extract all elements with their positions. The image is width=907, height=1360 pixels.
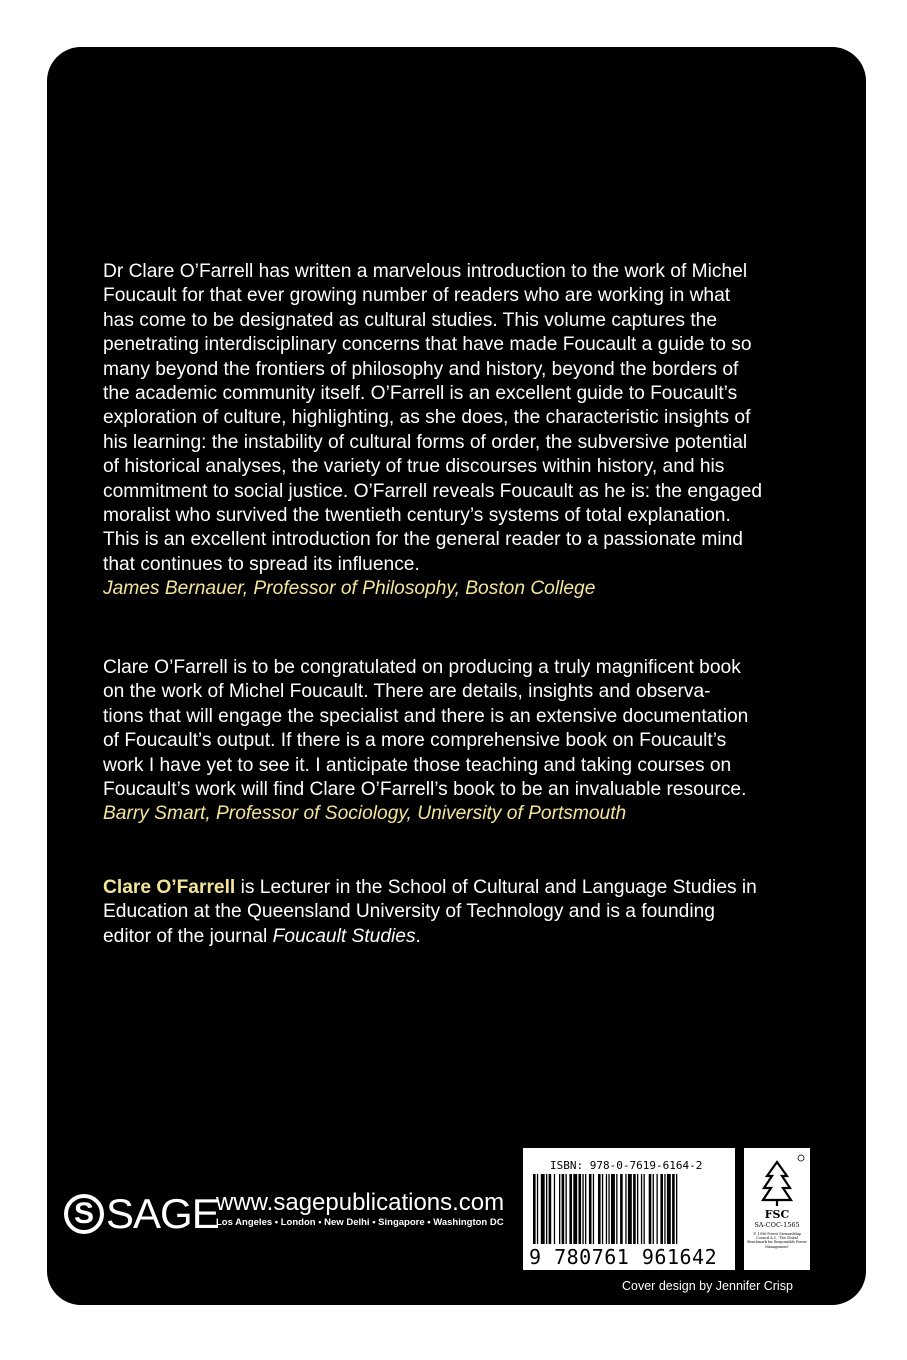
review-line: Foucault for that ever growing number of readers who are working in what: [103, 285, 731, 307]
sage-s-icon: S: [64, 1194, 104, 1234]
publisher-info: [216, 1190, 504, 1228]
review-line: penetrating interdisciplinary concerns that have made Foucault a guide to so: [103, 334, 752, 356]
review-smart: [103, 656, 833, 827]
fsc-fine-print: © 1996 Forest Stewardship Council A.C. 'The Global Benchmark for Responsible Forest Management': [747, 1232, 807, 1249]
author-bio: [103, 876, 833, 949]
bio-text: is Lecturer in the School of Cultural and Language Studies in: [235, 877, 757, 898]
review-line: This is an excellent introduction for the general reader to a passionate mind: [103, 529, 743, 551]
review-line: exploration of culture, highlighting, as she does, the characteristic insights of: [103, 407, 751, 429]
isbn-barcode: [523, 1148, 735, 1270]
fsc-label: FSC: [764, 1208, 790, 1220]
review-attribution: James Bernauer, Professor of Philosophy, Boston College: [103, 578, 596, 600]
journal-title: Foucault Studies: [272, 925, 416, 947]
fsc-tree-icon: [744, 1148, 810, 1220]
bio-line: [103, 876, 833, 900]
publisher-url[interactable]: www.sagepublications.com: [216, 1189, 505, 1216]
review-line: Clare O’Farrell is to be congratulated on producing a truly magnificent book: [103, 657, 741, 678]
review-line: Dr Clare O’Farrell has written a marvelous introduction to the work of Michel: [103, 261, 748, 282]
review-line: his learning: the instability of cultural forms of order, the subversive potential: [103, 431, 748, 453]
bio-line: [103, 925, 833, 949]
bio-text: .: [415, 925, 421, 947]
sage-logo: [64, 1190, 219, 1238]
review-line: tions that will engage the specialist and there is an extensive documentation: [103, 705, 749, 727]
review-line: that continues to spread its influence.: [103, 553, 420, 575]
review-line: of Foucault’s output. If there is a more comprehensive book on Foucault’s: [103, 730, 727, 752]
review-line: many beyond the frontiers of philosophy and history, beyond the borders of: [103, 358, 739, 380]
author-name: Clare O’Farrell: [103, 877, 236, 898]
review-bernauer: [103, 260, 833, 602]
review-line: commitment to social justice. O’Farrell reveals Foucault as he is: the engaged: [103, 480, 763, 502]
barcode-bars-icon: [533, 1174, 725, 1246]
review-attribution: Barry Smart, Professor of Sociology, University of Portsmouth: [103, 803, 627, 825]
publisher-cities: Los Angeles • London • New Delhi • Singapore • Washington DC: [216, 1217, 504, 1228]
review-line: the academic community itself. O’Farrell is an excellent guide to Foucault’s: [103, 383, 738, 405]
cover-credit: Cover design by Jennifer Crisp: [622, 1279, 793, 1293]
isbn-label: ISBN: 978-0-7619-6164-2: [550, 1159, 703, 1172]
bio-text: editor of the journal: [103, 925, 273, 947]
review-line: on the work of Michel Foucault. There are details, insights and observa-: [103, 681, 711, 703]
fsc-code: SA-COC-1565: [754, 1221, 800, 1229]
review-line: has come to be designated as cultural studies. This volume captures the: [103, 309, 717, 331]
review-line: moralist who survived the twentieth century’s systems of total explanation.: [103, 505, 731, 527]
fsc-certification: [744, 1148, 810, 1270]
bio-line: Education at the Queensland University of Technology and is a founding: [103, 901, 715, 923]
review-line: work I have yet to see it. I anticipate those teaching and taking courses on: [103, 754, 732, 776]
isbn-digits: 9 780761 961642: [529, 1245, 718, 1269]
review-line: Foucault’s work will find Clare O’Farrell’s book to be an invaluable resource.: [103, 779, 747, 801]
review-line: of historical analyses, the variety of true discourses within history, and his: [103, 456, 725, 478]
sage-wordmark: SAGE: [106, 1190, 219, 1237]
